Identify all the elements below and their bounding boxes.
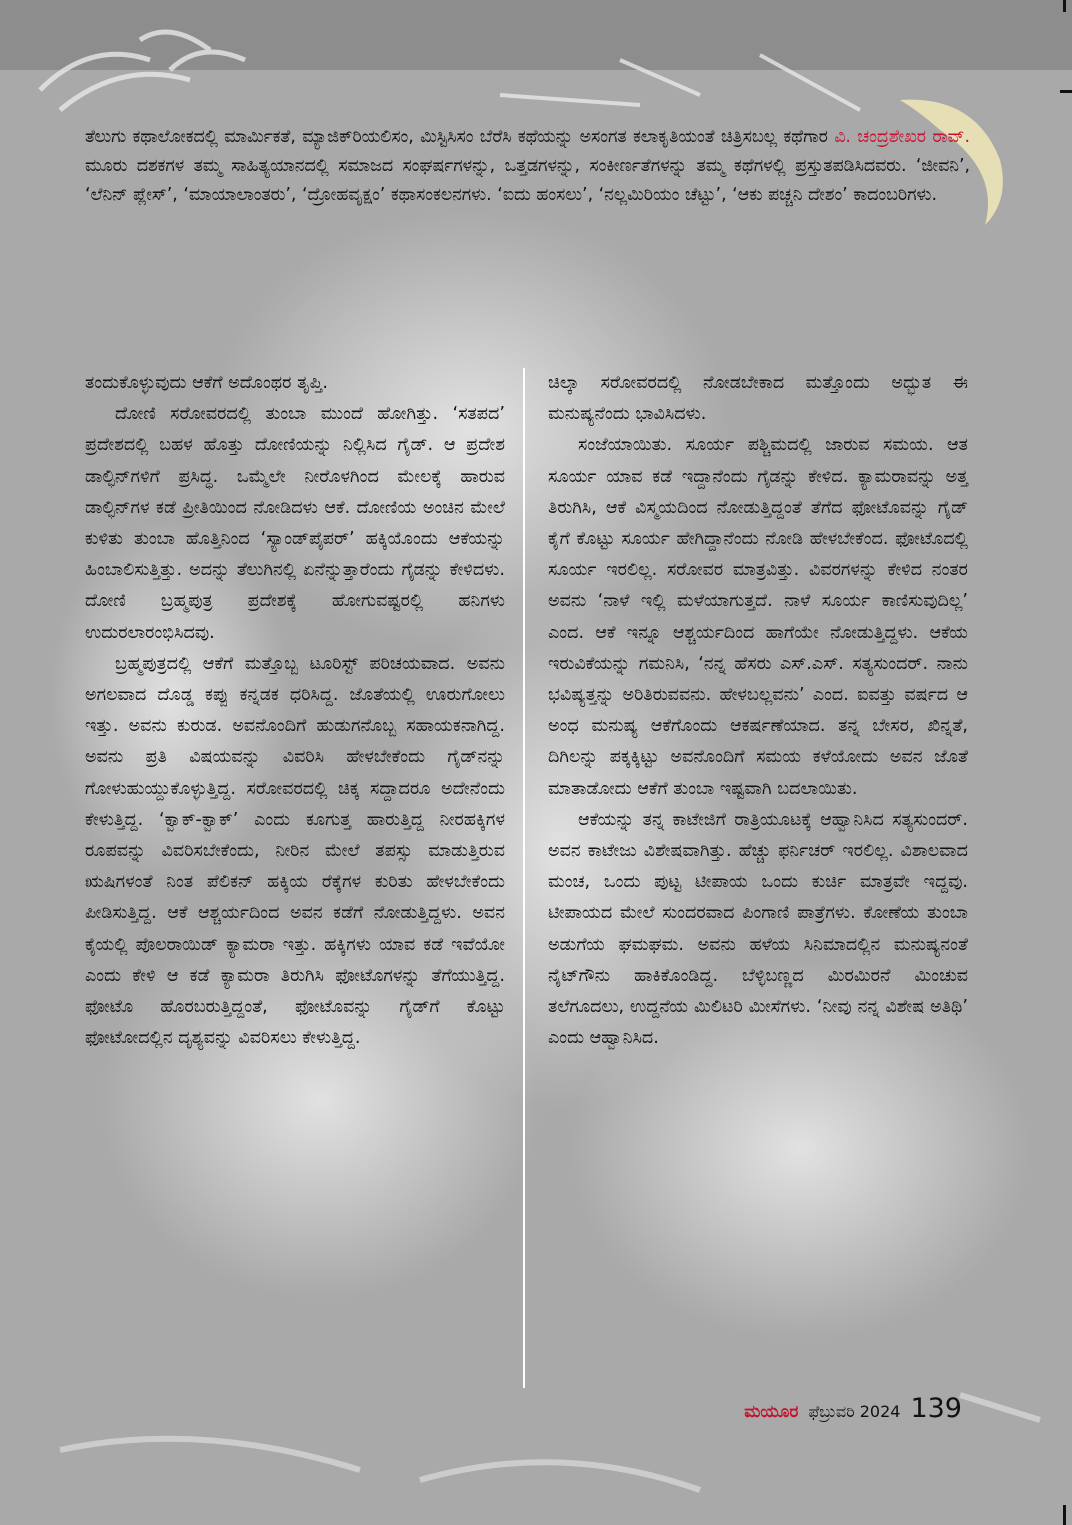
- left-column: [85, 368, 505, 1054]
- author-name: ವಿ. ಚಂದ್ರಶೇಖರ ರಾವ್.: [834, 127, 970, 147]
- paragraph: ಆಕೆಯನ್ನು ತನ್ನ ಕಾಟೇಜಿಗೆ ರಾತ್ರಿಯೂಟಕ್ಕೆ ಆಹ್ವಾನಿಸಿದ ಸತ್ಯಸುಂದರ್. ಅವನ ಕಾಟೇಜು ವಿಶೇಷವಾಗಿತ್ತು. ಹೆಚ್ಚು ಫರ್ನಿಚರ್ ಇರಲಿಲ್ಲ. ವಿಶಾಲವಾದ ಮಂಚ, ಒಂದು ಪುಟ್ಟ ಟೀಪಾಯ ಒಂದು ಕುರ್ಚಿ ಮಾತ್ರವೇ ಇದ್ದವು. ಟೀಪಾಯದ ಮೇಲೆ ಸುಂದರವಾದ ಪಿಂಗಾಣಿ ಪಾತ್ರೆಗಳು. ಕೋಣೆಯ ತುಂಬಾ ಅಡುಗೆಯ ಘಮಘಮ. ಅವನು ಹಳೆಯ ಸಿನಿಮಾದಲ್ಲಿನ ಮನುಷ್ಯನಂತೆ ನೈಟ್‌ಗೌನು ಹಾಕಿಕೊಂಡಿದ್ದ. ಬೆಳ್ಳಿಬಣ್ಣದ ಮಿರಮಿರನೆ ಮಿಂಚುವ ತಲೆಗೂದಲು, ಉದ್ದನೆಯ ಮಿಲಿಟರಿ ಮೀಸೆಗಳು. ‘ನೀವು ನನ್ನ ವಿಶೇಷ ಅತಿಥಿ’ ಎಂದು ಆಹ್ವಾನಿಸಿದ.: [548, 809, 968, 1049]
- issue-date: ಫೆಬ್ರುವರಿ 2024: [808, 1402, 901, 1421]
- author-intro: [85, 123, 970, 210]
- paragraph: ದೋಣಿ ಸರೋವರದಲ್ಲಿ ತುಂಬಾ ಮುಂದೆ ಹೋಗಿತ್ತು. ‘ಸತಪದ’ ಪ್ರದೇಶದಲ್ಲಿ ಬಹಳ ಹೊತ್ತು ದೋಣಿಯನ್ನು ನಿಲ್ಲಿಸಿದ ಗೈಡ್. ಆ ಪ್ರದೇಶ ಡಾಲ್ಫಿನ್‌ಗಳಿಗೆ ಪ್ರಸಿದ್ಧ. ಒಮ್ಮೆಲೇ ನೀರೊಳಗಿಂದ ಮೇಲಕ್ಕೆ ಹಾರುವ ಡಾಲ್ಫಿನ್‌ಗಳ ಕಡೆ ಪ್ರೀತಿಯಿಂದ ನೋಡಿದಳು ಆಕೆ. ದೋಣಿಯ ಅಂಚಿನ ಮೇಲೆ ಕುಳಿತು ತುಂಬಾ ಹೊತ್ತಿನಿಂದ ‘ಸ್ಯಾಂಡ್‌ಪೈಪರ್’ ಹಕ್ಕಿಯೊಂದು ಆಕೆಯನ್ನು ಹಿಂಬಾಲಿಸುತ್ತಿತ್ತು. ಅದನ್ನು ತೆಲುಗಿನಲ್ಲಿ ಏನೆನ್ನುತ್ತಾರೆಂದು ಗೈಡನ್ನು ಕೇಳಿದಳು. ದೋಣಿ ಬ್ರಹ್ಮಪುತ್ರ ಪ್ರದೇಶಕ್ಕೆ ಹೋಗುವಷ್ಟರಲ್ಲಿ ಹನಿಗಳು ಉದುರಲಾರಂಭಿಸಿದವು.: [85, 404, 505, 643]
- crop-mark-top: [1063, 0, 1066, 12]
- paragraph: ಸಂಜೆಯಾಯಿತು. ಸೂರ್ಯ ಪಶ್ಚಿಮದಲ್ಲಿ ಜಾರುವ ಸಮಯ. ಆತ ಸೂರ್ಯ ಯಾವ ಕಡೆ ಇದ್ದಾನೆಂದು ಗೈಡನ್ನು ಕೇಳಿದ. ಕ್ಯಾಮರಾವನ್ನು ಅತ್ತ ತಿರುಗಿಸಿ, ಆಕೆ ವಿಸ್ಮಯದಿಂದ ನೋಡುತ್ತಿದ್ದಂತೆ ತೆಗೆದ ಫೋಟೊವನ್ನು ಗೈಡ್ ಕೈಗೆ ಕೊಟ್ಟು ಸೂರ್ಯ ಹೇಗಿದ್ದಾನೆಂದು ನೋಡಿ ಹೇಳಬೇಕೆಂದ. ಫೋಟೊದಲ್ಲಿ ಸೂರ್ಯ ಇರಲಿಲ್ಲ. ಸರೋವರ ಮಾತ್ರವಿತ್ತು. ವಿವರಗಳನ್ನು ಕೇಳಿದ ನಂತರ ಅವನು ‘ನಾಳೆ ಇಲ್ಲಿ ಮಳೆಯಾಗುತ್ತದೆ. ನಾಳೆ ಸೂರ್ಯ ಕಾಣಿಸುವುದಿಲ್ಲ’ ಎಂದ. ಆಕೆ ಇನ್ನೂ ಆಶ್ಚರ್ಯದಿಂದ ಹಾಗೆಯೇ ನೋಡುತ್ತಿದ್ದಳು. ಆಕೆಯ ಇರುವಿಕೆಯನ್ನು ಗಮನಿಸಿ, ‘ನನ್ನ ಹೆಸರು ಎಸ್.ಎಸ್. ಸತ್ಯಸುಂದರ್. ನಾನು ಭವಿಷ್ಯತ್ತನ್ನು ಅರಿತಿರುವವನು. ಹೇಳಬಲ್ಲವನು’ ಎಂದ. ಐವತ್ತು ವರ್ಷದ ಆ ಅಂಧ ಮನುಷ್ಯ ಆಕೆಗೊಂದು ಆಕರ್ಷಣೆಯಾದ. ತನ್ನ ಬೇಸರ, ಖಿನ್ನತೆ, ದಿಗಿಲನ್ನು ಪಕ್ಕಕ್ಕಿಟ್ಟು ಅವನೊಂದಿಗೆ ಸಮಯ ಕಳೆಯೋದು ಅವನ ಜೊತೆ ಮಾತಾಡೋದು ಆಕೆಗೆ ತುಂಬಾ ಇಷ್ಟವಾಗಿ ಬದಲಾಯಿತು.: [548, 435, 968, 799]
- intro-text-before: ತೆಲುಗು ಕಥಾಲೋಕದಲ್ಲಿ ಮಾರ್ಮಿಕತೆ, ಮ್ಯಾಜಿಕ್‌ರಿಯಲಿಸಂ, ಮಿಸ್ಟಿಸಿಸಂ ಬೆರೆಸಿ ಕಥೆಯನ್ನು ಅಸಂಗತ ಕಲಾಕೃತಿಯಂತೆ ಚಿತ್ರಿಸಬಲ್ಲ ಕಥೆಗಾರ: [85, 127, 828, 147]
- paragraph: ಬ್ರಹ್ಮಪುತ್ರದಲ್ಲಿ ಆಕೆಗೆ ಮತ್ತೊಬ್ಬ ಟೂರಿಸ್ಟ್ ಪರಿಚಯವಾದ. ಅವನು ಅಗಲವಾದ ದೊಡ್ಡ ಕಪ್ಪು ಕನ್ನಡಕ ಧರಿಸಿದ್ದ. ಜೊತೆಯಲ್ಲಿ ಊರುಗೋಲು ಇತ್ತು. ಅವನು ಕುರುಡ. ಅವನೊಂದಿಗೆ ಹುಡುಗನೊಬ್ಬ ಸಹಾಯಕನಾಗಿದ್ದ. ಅವನು ಪ್ರತಿ ವಿಷಯವನ್ನು ವಿವರಿಸಿ ಹೇಳಬೇಕೆಂದು ಗೈಡ್‌ನನ್ನು ಗೋಳುಹುಯ್ದುಕೊಳ್ಳುತ್ತಿದ್ದ. ಸರೋವರದಲ್ಲಿ ಚಿಕ್ಕ ಸದ್ದಾದರೂ ಅದೇನೆಂದು ಕೇಳುತ್ತಿದ್ದ. ‘ಕ್ವಾಕ್-ಕ್ವಾಕ್’ ಎಂದು ಕೂಗುತ್ತ ಹಾರುತ್ತಿದ್ದ ನೀರಹಕ್ಕಿಗಳ ರೂಪವನ್ನು ವಿವರಿಸಬೇಕೆಂದು, ನೀರಿನ ಮೇಲೆ ತಪಸ್ಸು ಮಾಡುತ್ತಿರುವ ಋಷಿಗಳಂತೆ ನಿಂತ ಪೆಲಿಕನ್ ಹಕ್ಕಿಯ ರೆಕ್ಕೆಗಳ ಕುರಿತು ಹೇಳಬೇಕೆಂದು ಪೀಡಿಸುತ್ತಿದ್ದ. ಆಕೆ ಆಶ್ಚರ್ಯದಿಂದ ಅವನ ಕಡೆಗೆ ನೋಡುತ್ತಿದ್ದಳು. ಅವನ ಕೈಯಲ್ಲಿ ಪೊಲರಾಯಿಡ್ ಕ್ಯಾಮರಾ ಇತ್ತು. ಹಕ್ಕಿಗಳು ಯಾವ ಕಡೆ ಇವೆಯೋ ಎಂದು ಕೇಳಿ ಆ ಕಡೆ ಕ್ಯಾಮರಾ ತಿರುಗಿಸಿ ಫೋಟೊಗಳನ್ನು ತೆಗೆಯುತ್ತಿದ್ದ. ಫೋಟೊ ಹೊರಬರುತ್ತಿದ್ದಂತೆ, ಫೋಟೊವನ್ನು ಗೈಡ್‌ಗೆ ಕೊಟ್ಟು ಫೋಟೋದಲ್ಲಿನ ದೃಶ್ಯವನ್ನು ವಿವರಿಸಲು ಕೇಳುತ್ತಿದ್ದ.: [85, 653, 505, 1049]
- magazine-name: ಮಯೂರ: [744, 1402, 799, 1422]
- page-footer: [744, 1393, 962, 1433]
- crop-mark-bottom: [1063, 1505, 1066, 1525]
- intro-text-after: ಮೂರು ದಶಕಗಳ ತಮ್ಮ ಸಾಹಿತ್ಯಯಾನದಲ್ಲಿ ಸಮಾಜದ ಸಂಘರ್ಷಗಳನ್ನು, ಒತ್ತಡಗಳನ್ನು, ಸಂಕೀರ್ಣತೆಗಳನ್ನು ತಮ್ಮ ಕಥೆಗಳಲ್ಲಿ ಪ್ರಸ್ತುತಪಡಿಸಿದವರು. ‘ಜೀವನಿ’, ‘ಲೆನಿನ್ ಪ್ಲೇಸ್’, ‘ಮಾಯಾಲಾಂತರು’, ‘ದ್ರೋಹವೃಕ್ಷಂ’ ಕಥಾಸಂಕಲನಗಳು. ‘ಐದು ಹಂಸಲು’, ‘ನಲ್ಲಮಿರಿಯಂ ಚೆಟ್ಟು’, ‘ಆಕು ಪಚ್ಚನಿ ದೇಶಂ’ ಕಾದಂಬರಿಗಳು.: [85, 156, 970, 205]
- paragraph: ಚಿಲ್ಕಾ ಸರೋವರದಲ್ಲಿ ನೋಡಬೇಕಾದ ಮತ್ತೊಂದು ಅದ್ಭುತ ಈ ಮನುಷ್ಯನೆಂದು ಭಾವಿಸಿದಳು.: [548, 373, 968, 425]
- crop-mark-right: [1060, 90, 1072, 93]
- paragraph: ತಂದುಕೊಳ್ಳುವುದು ಆಕೆಗೆ ಅದೊಂಥರ ತೃಪ್ತಿ.: [85, 373, 328, 393]
- page-number: 139: [910, 1393, 962, 1424]
- right-column: [548, 368, 968, 1054]
- column-divider: [523, 368, 525, 1388]
